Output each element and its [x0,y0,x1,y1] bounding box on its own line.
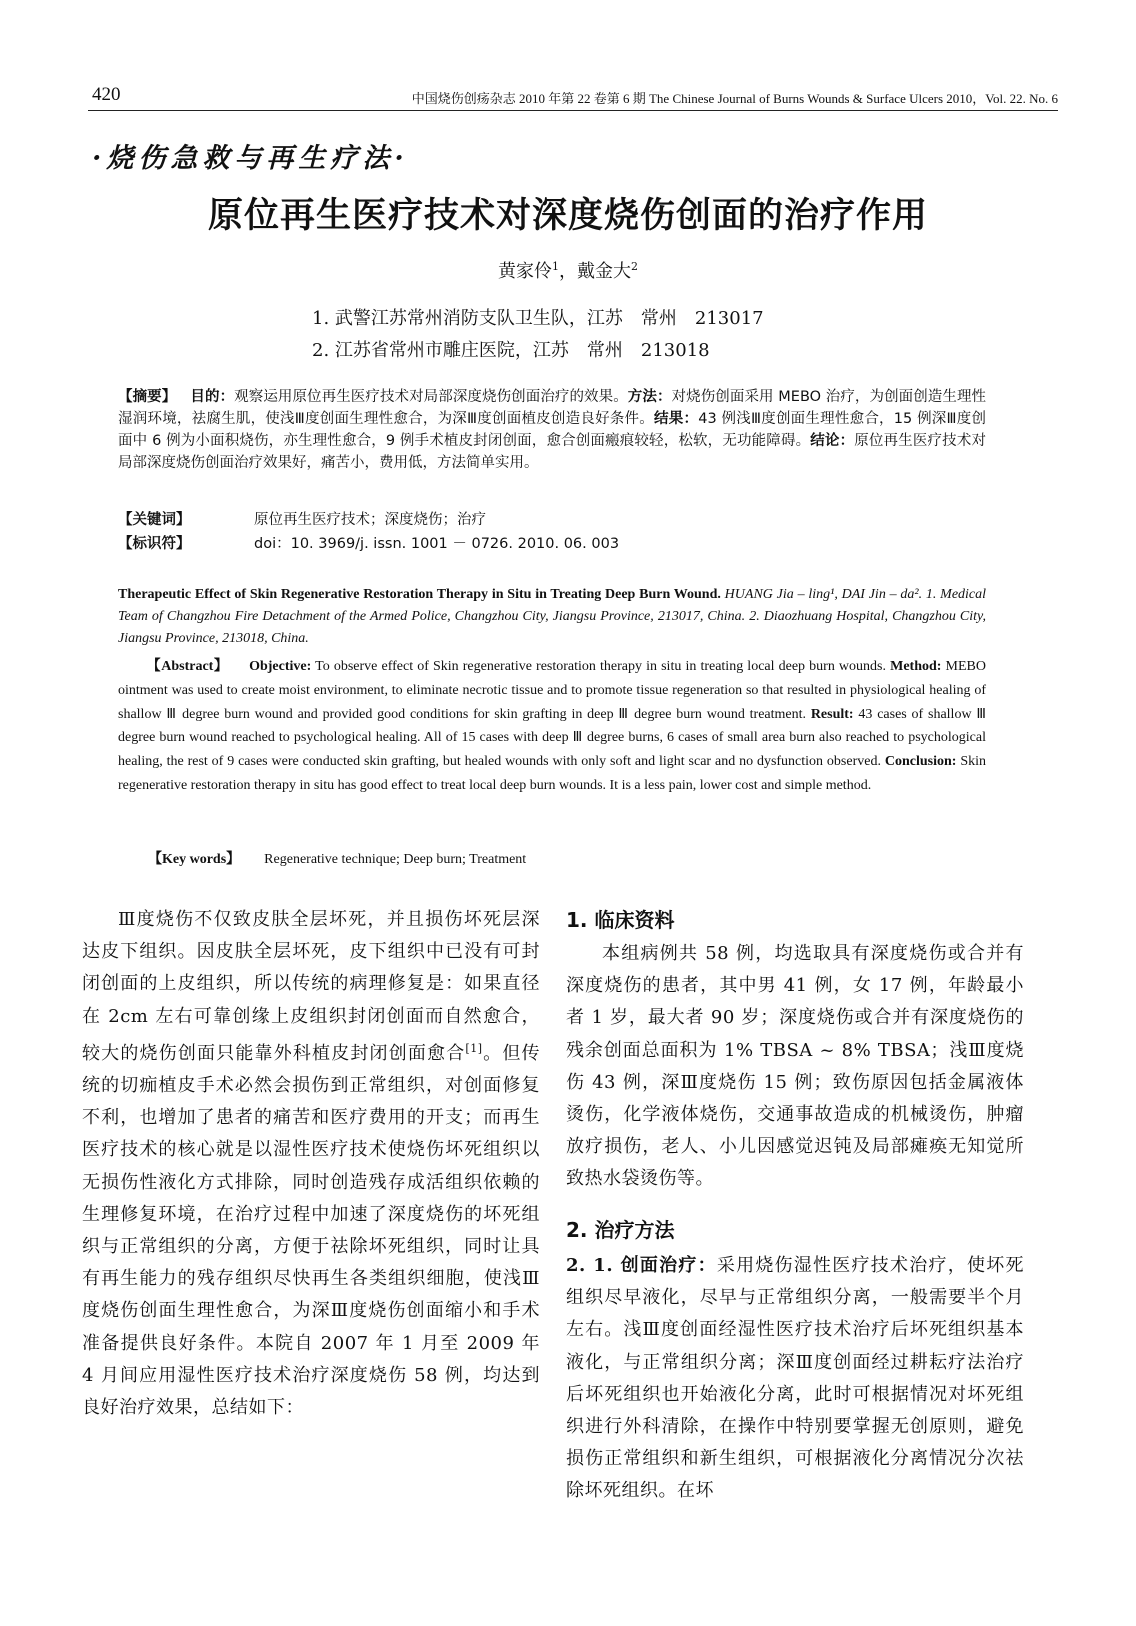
english-title-block [118,584,986,650]
section-1-paragraph: 本组病例共 58 例，均选取具有深度烧伤或合并有深度烧伤的患者，其中男 41 例，女 17 例，年龄最小者 1 岁，最大者 90 岁；深度烧伤或合并有深度烧伤的残余创面总面积为 1% TBSA ~ 8% TBSA；浅Ⅲ度烧伤 43 例，深Ⅲ度烧伤 15 例；致伤原因包括金属液体烫伤，化学液体烧伤，交通事故造成的机械烫伤，肿瘤放疗损伤，老人、小儿因感觉迟钝及局部瘫痪无知觉所致热水袋烫伤等。 [566,943,1024,1190]
objective-en-label: Objective: [249,659,312,674]
conclusion-en-label: Conclusion: [884,754,957,770]
journal-citation-line: 中国烧伤创疡杂志 2010 年第 22 卷第 6 期 The Chinese Journal of Burns Wounds & Surface Ulcers 2010，Vol. 22. No. 6 [411,91,1058,106]
intro-paragraph [82,904,540,1424]
objective-en-text: To observe effect of Skin regenerative restoration therapy in situ in treating local deep burn wounds. [315,659,886,674]
method-label: 方法： [627,389,672,405]
keywords-en [148,848,526,868]
doi-row [118,532,986,553]
keywords-cn-value: 原位再生医疗技术；深度烧伤；治疗 [254,512,486,528]
result-en-label: Result: [810,706,854,722]
keywords-cn-label: 【关键词】 [118,512,191,528]
result-label: 结果： [654,411,699,427]
abstract-en [118,655,986,798]
page-number: 420 [92,84,121,105]
english-title: Therapeutic Effect of Skin Regenerative Restoration Therapy in Situ in Treating Deep Burn Wound. [118,587,721,602]
abstract-cn [118,386,986,474]
author-name: 戴金大 [577,261,631,282]
subsection-2-1-label: 2. 1. 创面治疗： [566,1255,717,1276]
section-2-1-paragraph [566,1250,1024,1508]
running-header [88,84,1058,111]
intro-text-a: Ⅲ度烧伤不仅致皮肤全层坏死，并且损伤坏死层深达皮下组织。因皮肤全层坏死，皮下组织中已没有可封闭创面的上皮组织，所以传统的病理修复是：如果直径在 2cm 左右可靠创缘上皮组织封闭创面而自然愈合，较大的烧伤创面只能靠外科植皮封闭创面愈合 [82,909,540,1064]
result-text: 43 例浅Ⅲ度创面生理性愈合，15 例深Ⅲ度创面中 6 例为小面积烧伤，亦生理性愈合，9 例手术植皮封闭创面，愈合创面瘢痕较轻，松软，无功能障碍。 [118,411,986,449]
conclusion-en-text: Skin regenerative restoration therapy in situ has good effect to treat local deep burn wounds. It is a less pain, lower cost and simple method. [118,754,987,793]
result-en-text: 43 cases of shallow Ⅲ degree burn wound reached to psychological healing. All of 15 cases with deep Ⅲ degree burns, 6 cases of small area burn also reached to psychological healing, the rest of 9 cases were conducted skin grafting, but healed wounds with only soft and light scar and no dysfunction observed. [118,706,987,770]
section-tag: ·烧伤急救与再生疗法· [92,143,409,174]
author-affil-mark: 1 [552,260,559,273]
section-2-heading: 2. 治疗方法 [566,1218,675,1242]
doi-label: 【标识符】 [118,536,191,552]
objective-text: 观察运用原位再生医疗技术对局部深度烧伤创面治疗的效果。 [234,389,628,405]
section-2-body [566,1250,1024,1508]
author-line [0,257,1136,283]
method-en-text: MEBO ointment was used to create moist environment, to eliminate necrotic tissue and to promote tissue regeneration so that resulted in physiological healing of shallow Ⅲ degree burn wound and provided good conditions for skin grafting in deep Ⅲ degree burn wound treatment. [118,659,986,722]
affiliation-2: 2. 江苏省常州市雕庄医院，江苏 常州 213018 [312,340,710,361]
keywords-en-value: Regenerative technique; Deep burn; Treatment [264,852,527,867]
english-authors-affiliations: HUANG Jia – ling¹, DAI Jin – da². 1. Medical Team of Changzhou Fire Detachment of the Armed Police, Changzhou City, Jiangsu Province, 213017, China. 2. Diaozhuang Hospital, Changzhou City, Jiangsu Province, 213018, China. [118,587,987,646]
conclusion-label: 结论： [810,433,855,449]
conclusion-text: 原位再生医疗技术对局部深度烧伤创面治疗效果好，痛苦小，费用低，方法简单实用。 [118,433,986,471]
method-text: 对烧伤创面采用 MEBO 治疗，为创面创造生理性湿润环境，祛腐生肌，使浅Ⅲ度创面生理性愈合，为深Ⅲ度创面植皮创造良好条件。 [118,389,987,427]
author-separator: ， [559,261,577,282]
abstract-en-label: 【Abstract】 [146,659,229,674]
affiliation-1: 1. 武警江苏常州消防支队卫生队，江苏 常州 213017 [312,308,764,329]
keywords-cn [118,508,986,529]
section-1-body [566,938,1024,1196]
abstract-cn-label: 【摘要】 [118,389,177,405]
author-affil-mark: 2 [631,260,638,273]
body-left-column [82,904,540,1424]
doi-value: doi：10. 3969/j. issn. 1001 － 0726. 2010. 06. 003 [254,536,620,552]
section-1-heading: 1. 临床资料 [566,908,675,932]
author-name: 黄家伶 [498,261,552,282]
objective-label: 目的： [190,389,235,405]
intro-text-b: 。但传统的切痂植皮手术必然会损伤到正常组织，对创面修复不利，也增加了患者的痛苦和医疗费用的开支；而再生医疗技术的核心就是以湿性医疗技术使烧伤坏死组织以无损伤性液化方式排除，同时创造残存成活组织依赖的生理修复环境，在治疗过程中加速了深度烧伤的坏死组织与正常组织的分离，方便于祛除坏死组织，同时让具有再生能力的残存组织尽快再生各类组织细胞，使浅Ⅲ度烧伤创面生理性愈合，为深Ⅲ度烧伤创面缩小和手术准备提供良好条件。本院自 2007 年 1 月至 2009 年 4 月间应用湿性医疗技术治疗深度烧伤 58 例，均达到良好治疗效果，总结如下： [82,1042,541,1419]
citation-marker: [1] [465,1041,483,1055]
keywords-en-label: 【Key words】 [148,852,241,867]
method-en-label: Method: [890,659,942,674]
subsection-2-1-text: 采用烧伤湿性医疗技术治疗，使坏死组织尽早液化，尽早与正常组织分离，一般需要半个月左右。浅Ⅲ度创面经湿性医疗技术治疗后坏死组织基本液化，与正常组织分离；深Ⅲ度创面经过耕耘疗法治疗后坏死组织也开始液化分离，此时可根据情况对坏死组织进行外科清除，在操作中特别要掌握无创原则，避免损伤正常组织和新生组织，可根据液化分离情况分次祛除坏死组织。在坏 [566,1255,1024,1502]
paper-title: 原位再生医疗技术对深度烧伤创面的治疗作用 [207,196,928,236]
